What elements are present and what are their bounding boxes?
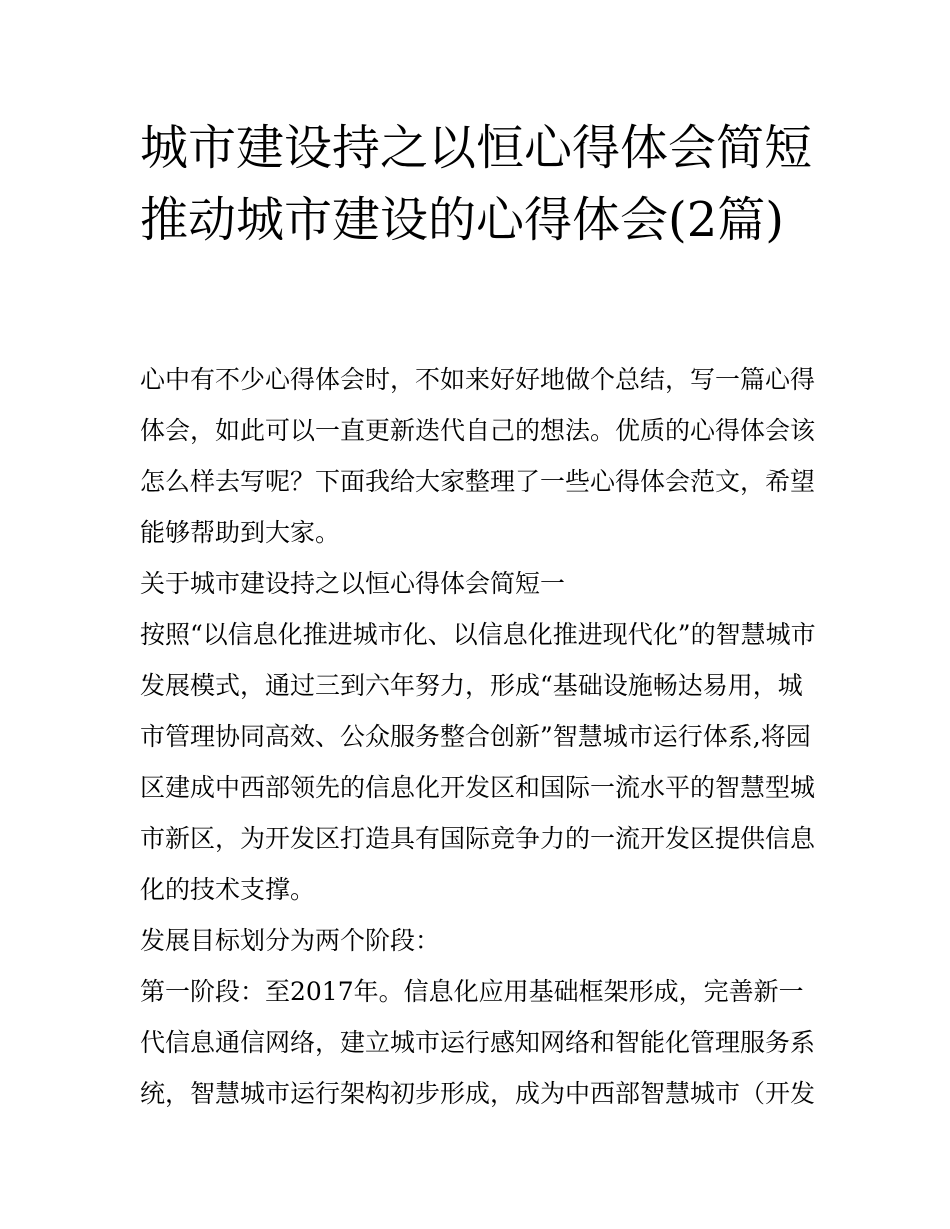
section-heading: 关于城市建设持之以恒心得体会简短一 xyxy=(140,569,566,598)
phase-one-paragraph: 第一阶段：至2017年。信息化应用基础框架形成，完善新一代信息通信网络，建立城市运行感知网络和智能化管理服务系统，智慧城市运行架构初步形成，成为中西部智慧城市（开发 xyxy=(140,977,816,1108)
document-body xyxy=(140,354,820,1119)
intro-paragraph: 心中有不少心得体会时，不如来好好地做个总结，写一篇心得体会，如此可以一直更新迭代自己的想法。优质的心得体会该怎么样去写呢？下面我给大家整理了一些心得体会范文，希望能够帮助到大家。 xyxy=(140,365,816,547)
goals-intro-paragraph: 发展目标划分为两个阶段： xyxy=(140,926,441,955)
body-paragraph: 按照“以信息化推进城市化、以信息化推进现代化”的智慧城市发展模式，通过三到六年努力，形成“基础设施畅达易用，城市管理协同高效、公众服务整合创新”智慧城市运行体系,将园区建成中西部领先的信息化开发区和国际一流水平的智慧型城市新区，为开发区打造具有国际竞争力的一流开发区提供信息化的技术支撑。 xyxy=(140,620,816,904)
document-title: 城市建设持之以恒心得体会简短 推动城市建设的心得体会(2篇) xyxy=(140,120,813,248)
